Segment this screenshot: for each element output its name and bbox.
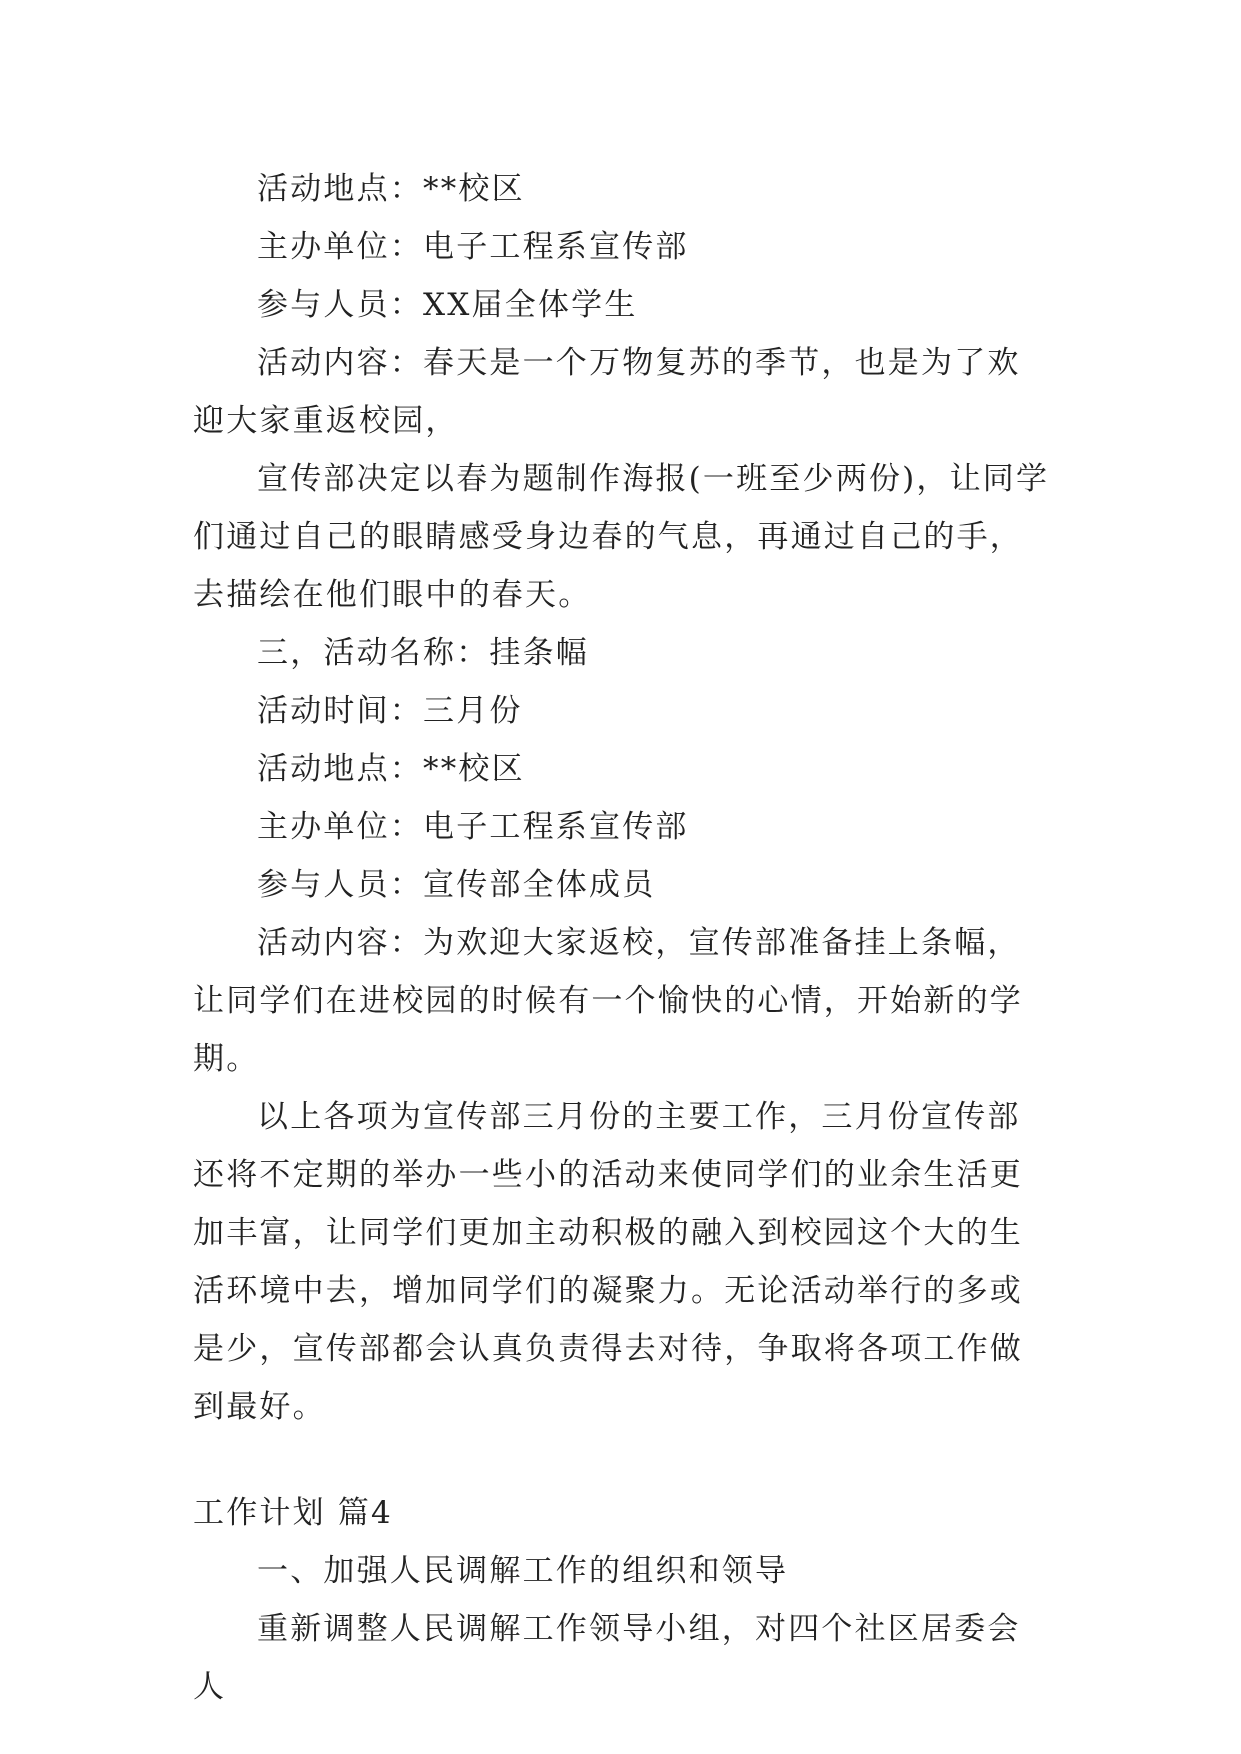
section-gap bbox=[193, 1436, 1053, 1484]
paragraph-venue-2: 活动地点：**校区 bbox=[257, 751, 525, 787]
document-body bbox=[193, 160, 1053, 1716]
paragraph-organizer-2: 主办单位：电子工程系宣传部 bbox=[257, 809, 689, 845]
paragraph-activity-name: 三，活动名称：挂条幅 bbox=[257, 635, 589, 671]
paragraph-activity-content: 活动内容：春天是一个万物复苏的季节，也是为了欢迎大家重返校园， bbox=[193, 345, 1021, 439]
paragraph-summary: 以上各项为宣传部三月份的主要工作，三月份宣传部还将不定期的举办一些小的活动来使同学们的业余生活更加丰富，让同学们更加主动积极的融入到校园这个大的生活环境中去，增加同学们的凝聚力。无论活动举行的多或是少，宣传部都会认真负责得去对待，争取将各项工作做到最好。 bbox=[193, 1099, 1023, 1425]
paragraph-section-point-1: 一、加强人民调解工作的组织和领导 bbox=[257, 1553, 789, 1589]
paragraph-poster-plan: 宣传部决定以春为题制作海报(一班至少两份)，让同学们通过自己的眼睛感受身边春的气息，再通过自己的手，去描绘在他们眼中的春天。 bbox=[193, 461, 1050, 613]
paragraph-participants: 参与人员：XX届全体学生 bbox=[257, 287, 638, 323]
paragraph-activity-content-2: 活动内容：为欢迎大家返校，宣传部准备挂上条幅，让同学们在进校园的时候有一个愉快的心情，开始新的学期。 bbox=[193, 925, 1023, 1077]
paragraph-section-text-1: 重新调整人民调解工作领导小组，对四个社区居委会人 bbox=[193, 1611, 1021, 1705]
section-heading: 工作计划 篇4 bbox=[193, 1495, 393, 1531]
paragraph-organizer: 主办单位：电子工程系宣传部 bbox=[257, 229, 689, 265]
paragraph-venue: 活动地点：**校区 bbox=[257, 171, 525, 207]
paragraph-activity-time: 活动时间：三月份 bbox=[257, 693, 523, 729]
paragraph-participants-2: 参与人员：宣传部全体成员 bbox=[257, 867, 656, 903]
